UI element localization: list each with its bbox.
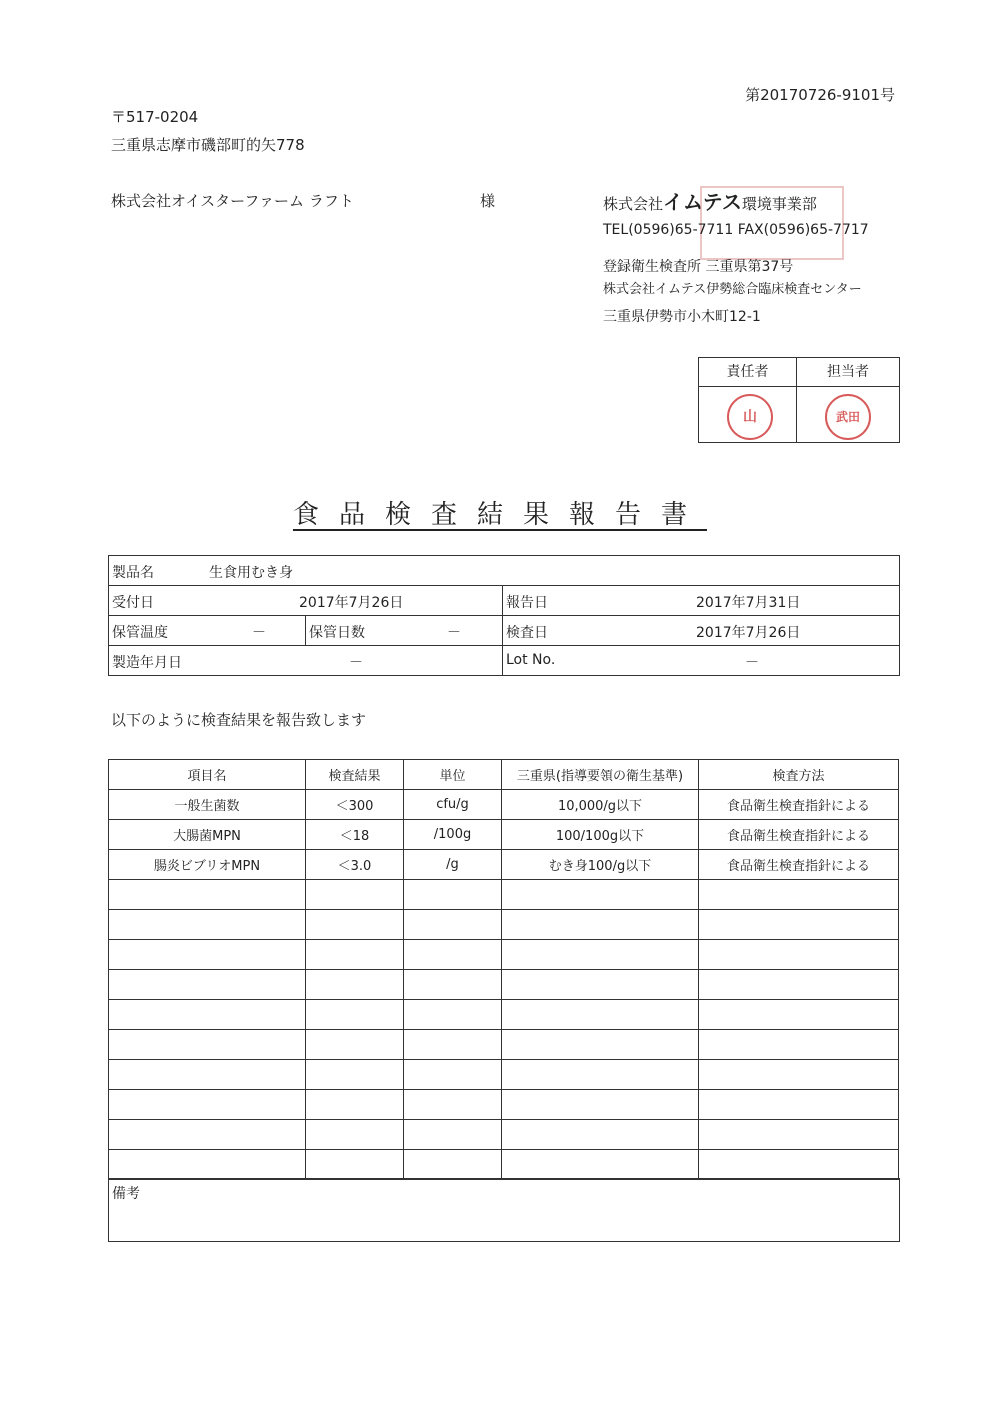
table-cell bbox=[306, 1000, 404, 1030]
table-cell: 検査結果 bbox=[306, 760, 404, 790]
table-cell bbox=[699, 940, 899, 970]
table-cell: ＜300 bbox=[306, 790, 404, 820]
table-cell bbox=[306, 940, 404, 970]
table-cell bbox=[699, 910, 899, 940]
table-cell bbox=[502, 970, 699, 1000]
table-row bbox=[109, 850, 899, 880]
table-cell bbox=[109, 1090, 306, 1120]
table-cell bbox=[404, 1150, 502, 1180]
lot-label: Lot No. bbox=[506, 652, 556, 668]
staff-label: 担当者 bbox=[797, 358, 899, 387]
table-cell bbox=[109, 1120, 306, 1150]
received-value: 2017年7月26日 bbox=[299, 595, 404, 611]
info-row-product bbox=[109, 556, 899, 586]
recipient-address: 三重県志摩市磯部町的矢778 bbox=[111, 136, 305, 154]
received-label: 受付日 bbox=[112, 595, 154, 611]
table-cell bbox=[404, 880, 502, 910]
table-cell: cfu/g bbox=[404, 790, 502, 820]
recipient-honorific: 様 bbox=[480, 192, 496, 210]
table-cell bbox=[109, 1150, 306, 1180]
table-cell bbox=[699, 1150, 899, 1180]
table-row-empty bbox=[109, 1090, 899, 1120]
table-row-empty bbox=[109, 1000, 899, 1030]
table-cell bbox=[699, 1120, 899, 1150]
table-cell: 10,000/g以下 bbox=[502, 790, 699, 820]
lot-value: － bbox=[745, 655, 759, 671]
table-cell bbox=[109, 910, 306, 940]
table-cell bbox=[699, 970, 899, 1000]
table-cell bbox=[109, 970, 306, 1000]
signoff-box bbox=[698, 357, 900, 443]
table-cell bbox=[404, 1060, 502, 1090]
table-cell bbox=[109, 880, 306, 910]
manufacture-value: － bbox=[349, 655, 363, 671]
issuer-prefix: 株式会社 bbox=[603, 195, 664, 213]
table-cell bbox=[502, 1150, 699, 1180]
recipient-postal-code: 〒517-0204 bbox=[111, 108, 199, 126]
issuer-contact: TEL(0596)65-7711 FAX(0596)65-7717 bbox=[603, 222, 869, 238]
table-row bbox=[109, 820, 899, 850]
table-row-empty bbox=[109, 1060, 899, 1090]
remarks-box bbox=[108, 1178, 900, 1242]
info-row-lot bbox=[109, 646, 899, 676]
table-row-empty bbox=[109, 1120, 899, 1150]
table-cell bbox=[404, 1120, 502, 1150]
table-cell bbox=[404, 1000, 502, 1030]
table-cell bbox=[699, 1090, 899, 1120]
inspection-date-label: 検査日 bbox=[506, 625, 548, 641]
table-cell bbox=[306, 910, 404, 940]
table-cell bbox=[109, 1060, 306, 1090]
recipient-name: 株式会社オイスターファーム ラフト bbox=[111, 192, 354, 210]
table-cell bbox=[699, 1000, 899, 1030]
table-cell: 検査方法 bbox=[699, 760, 899, 790]
table-cell: /g bbox=[404, 850, 502, 880]
table-cell bbox=[502, 940, 699, 970]
table-row-empty bbox=[109, 910, 899, 940]
info-row-dates bbox=[109, 586, 899, 616]
table-cell bbox=[306, 1120, 404, 1150]
remarks-label: 備考 bbox=[112, 1186, 140, 1202]
table-cell: /100g bbox=[404, 820, 502, 850]
table-cell bbox=[404, 970, 502, 1000]
table-cell bbox=[502, 1090, 699, 1120]
responsible-stamp: 山 bbox=[727, 394, 773, 440]
storage-days-label: 保管日数 bbox=[309, 625, 365, 641]
table-cell: 食品衛生検査指針による bbox=[699, 820, 899, 850]
table-row-empty bbox=[109, 940, 899, 970]
issuer-division: 環境事業部 bbox=[741, 195, 817, 213]
table-cell: 100/100g以下 bbox=[502, 820, 699, 850]
table-cell bbox=[502, 1120, 699, 1150]
table-cell: むき身100/g以下 bbox=[502, 850, 699, 880]
staff-stamp: 武田 bbox=[825, 394, 871, 440]
responsible-label: 責任者 bbox=[699, 358, 796, 387]
report-date-value: 2017年7月31日 bbox=[696, 595, 801, 611]
table-cell bbox=[109, 1000, 306, 1030]
table-row bbox=[109, 790, 899, 820]
table-cell bbox=[306, 1060, 404, 1090]
document-title: 食品検査結果報告書 bbox=[292, 500, 707, 530]
table-cell bbox=[109, 1030, 306, 1060]
report-date-label: 報告日 bbox=[506, 595, 548, 611]
table-cell: 腸炎ビブリオMPN bbox=[109, 850, 306, 880]
table-row-empty bbox=[109, 970, 899, 1000]
table-cell: 項目名 bbox=[109, 760, 306, 790]
manufacture-label: 製造年月日 bbox=[112, 655, 182, 671]
table-row-empty bbox=[109, 880, 899, 910]
table-cell bbox=[306, 1030, 404, 1060]
staff-cell bbox=[797, 358, 899, 442]
product-value: 生食用むき身 bbox=[209, 565, 293, 581]
table-cell: 単位 bbox=[404, 760, 502, 790]
issuer-brand: イムテス bbox=[663, 190, 742, 214]
issuer-center: 株式会社イムテス伊勢総合臨床検査センター bbox=[603, 282, 862, 297]
results-table bbox=[108, 759, 899, 1180]
product-info-table bbox=[108, 555, 900, 676]
inspection-date-value: 2017年7月26日 bbox=[696, 625, 801, 641]
table-cell: 一般生菌数 bbox=[109, 790, 306, 820]
table-cell bbox=[502, 910, 699, 940]
table-cell bbox=[502, 1000, 699, 1030]
table-cell: ＜18 bbox=[306, 820, 404, 850]
table-cell bbox=[306, 970, 404, 1000]
table-cell: 三重県(指導要領の衛生基準) bbox=[502, 760, 699, 790]
table-cell: 大腸菌MPN bbox=[109, 820, 306, 850]
issuer-name bbox=[603, 186, 817, 215]
table-cell bbox=[502, 880, 699, 910]
table-cell bbox=[502, 1060, 699, 1090]
table-cell bbox=[306, 1090, 404, 1120]
storage-temp-label: 保管温度 bbox=[112, 625, 168, 641]
report-number: 第20170726-9101号 bbox=[745, 86, 895, 104]
responsible-cell bbox=[699, 358, 797, 442]
table-cell: 食品衛生検査指針による bbox=[699, 790, 899, 820]
intro-text: 以下のように検査結果を報告致します bbox=[111, 711, 367, 729]
info-row-storage bbox=[109, 616, 899, 646]
table-cell bbox=[699, 880, 899, 910]
table-row-empty bbox=[109, 1030, 899, 1060]
table-cell bbox=[404, 940, 502, 970]
table-cell bbox=[404, 910, 502, 940]
table-header-row bbox=[109, 760, 899, 790]
table-cell bbox=[699, 1030, 899, 1060]
table-cell bbox=[306, 880, 404, 910]
table-cell bbox=[699, 1060, 899, 1090]
table-cell bbox=[109, 940, 306, 970]
table-cell: ＜3.0 bbox=[306, 850, 404, 880]
issuer-registration: 登録衛生検査所 三重県第37号 bbox=[603, 259, 794, 275]
storage-temp-value: － bbox=[252, 625, 266, 641]
table-cell bbox=[404, 1030, 502, 1060]
table-cell bbox=[306, 1150, 404, 1180]
product-label: 製品名 bbox=[112, 565, 154, 581]
issuer-address: 三重県伊勢市小木町12-1 bbox=[603, 309, 761, 325]
table-row-empty bbox=[109, 1150, 899, 1180]
table-cell bbox=[404, 1090, 502, 1120]
table-cell: 食品衛生検査指針による bbox=[699, 850, 899, 880]
storage-days-value: － bbox=[447, 625, 461, 641]
table-cell bbox=[502, 1030, 699, 1060]
